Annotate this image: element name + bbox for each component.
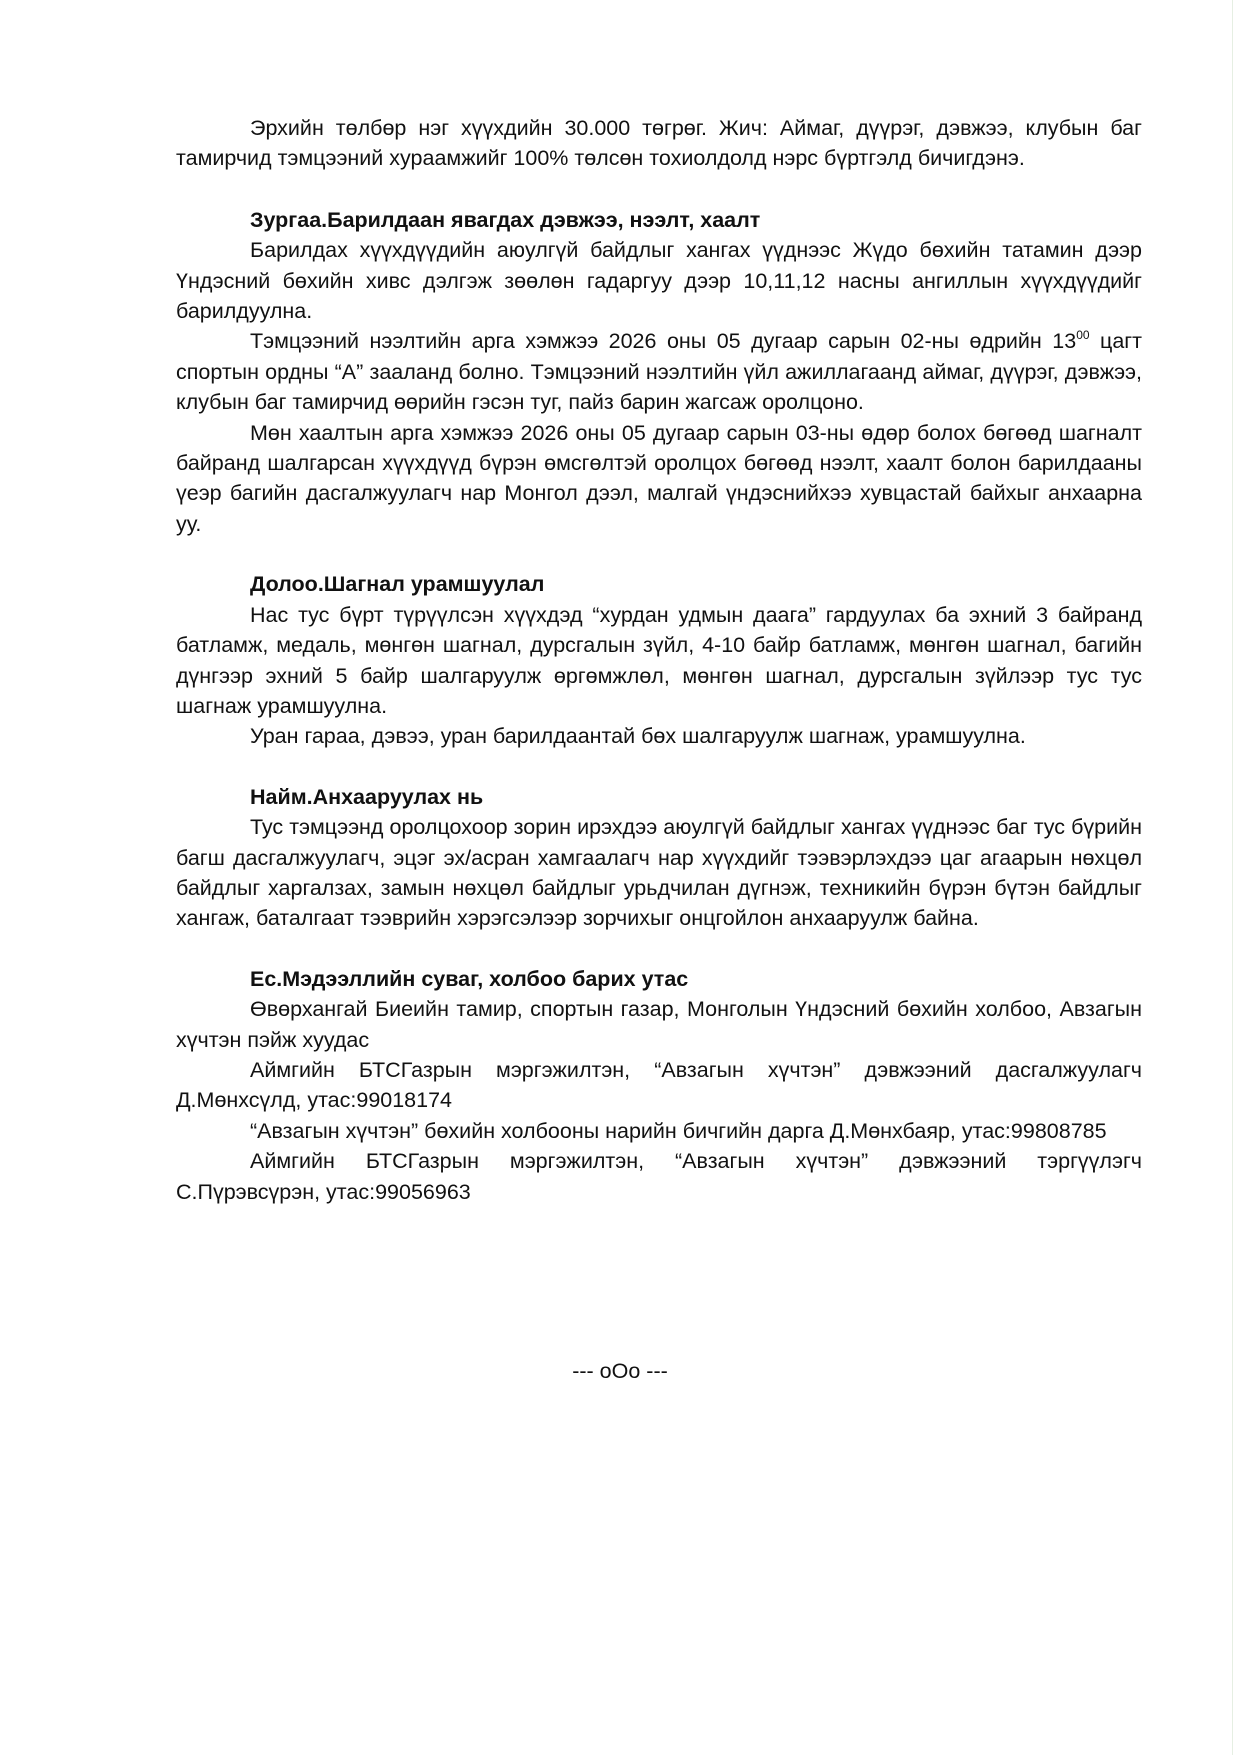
section-heading: Зургаа.Барилдаан явагдах дэвжээ, нээлт, хаалт: [250, 207, 761, 232]
intro-paragraph: Эрхийн төлбөр нэг хүүхдийн 30.000 төгрөг. Жич: Аймаг, дүүрэг, дэвжээ, клубын баг тамирчид тэмцээний хураамжийг 100% төлсөн тохиолдолд нэрс бүртгэлд бичигдэнэ.: [176, 116, 1142, 171]
page-edge-line: [1232, 0, 1233, 1755]
section-opening-closing: [176, 205, 1142, 539]
contact-paragraph: “Авзагын хүчтэн” бөхийн холбооны нарийн бичгийн дарга Д.Мөнхбаяр, утас:99808785: [250, 1118, 1107, 1143]
section-heading: Долоо.Шагнал урамшуулал: [250, 572, 545, 597]
section-paragraph: [176, 326, 1142, 417]
section-paragraph: Мөн хаалтын арга хэмжээ 2026 оны 05 дугаар сарын 03-ны өдөр болох бөгөөд шагналт байранд шалгарсан хүүхдүүд бүрэн өмсгөлтэй оролцох бөгөөд нээлт, хаалт болон барилдааны үеэр багийн дасгалжуулагч нар Монгол дээл, малгай үндэснийхээ хувцастай байхыг анхаарна уу.: [176, 420, 1142, 536]
section-paragraph: Уран гараа, дэвээ, уран барилдаантай бөх шалгаруулж шагнаж, урамшуулна.: [250, 724, 1026, 749]
section-paragraph: Тус тэмцээнд оролцохоор зорин ирэхдээ аюулгүй байдлыг хангах үүднээс баг тус бүрийн багш дасгалжуулагч, эцэг эх/асран хамгаалагч нар хүүхдийг тээвэрлэхдээ цаг агаарын нөхцөл байдлыг харгалзах, замын нөхцөл байдлыг урьдчилан дүгнэж, техникийн бүрэн бүтэн байдлыг хангаж, баталгаат тээврийн хэрэгсэлээр зорчихыг онцгойлон анхааруулж байна.: [176, 815, 1142, 931]
end-of-document-mark: --- oOo ---: [572, 1359, 668, 1383]
section-contacts: [176, 964, 1142, 1207]
section-paragraph: Барилдах хүүхдүүдийн аюулгүй байдлыг хангах үүднээс Жүдо бөхийн татамин дээр Үндэсний бөхийн хивс дэлгэж зөөлөн гадаргуу дээр 10,11,12 насны ангиллын хүүхдүүдийг барилдуулна.: [176, 238, 1142, 324]
section-awards: [176, 569, 1142, 751]
contact-paragraph: Аймгийн БТСГазрын мэргэжилтэн, “Авзагын хүчтэн” дэвжээний дасгалжуулагч Д.Мөнхсүлд, утас:99018174: [176, 1057, 1142, 1113]
document-page: [176, 113, 1142, 1207]
section-heading: Найм.Анхааруулах нь: [250, 784, 484, 809]
superscript-time: 00: [1076, 328, 1090, 343]
section-heading: Ес.Мэдээллийн суваг, холбоо барих утас: [250, 966, 689, 991]
contact-paragraph: Өвөрхангай Биеийн тамир, спортын газар, Монголын Үндэсний бөхийн холбоо, Авзагын хүчтэн пэйж хуудас: [176, 997, 1142, 1052]
text-run: цагт спортын ордны “А” зааланд болно. Тэмцээний нээлтийн үйл ажиллагаанд аймаг, дүүрэг, дэвжээ, клубын баг тамирчид өөрийн гэсэн туг, пайз барин жагсаж оролцоно.: [176, 329, 1143, 415]
text-run: Тэмцээний нээлтийн арга хэмжээ 2026 оны 05 дугаар сарын 02-ны өдрийн 13: [250, 329, 1077, 354]
contact-paragraph: Аймгийн БТСГазрын мэргэжилтэн, “Авзагын хүчтэн” дэвжээний тэргүүлэгч С.Пүрэвсүрэн, утас:99056963: [176, 1149, 1142, 1204]
section-paragraph: Нас тус бүрт түрүүлсэн хүүхдэд “хурдан удмын даага” гардуулах ба эхний 3 байранд батламж, медаль, мөнгөн шагнал, дурсгалын зүйл, 4-10 байр батламж, мөнгөн шагнал, багийн дүнгээр эхний 5 байр шалгаруулж өргөмжлөл, мөнгөн шагнал, дурсгалын зүйлээр тус тус шагнаж урамшуулна.: [176, 602, 1142, 718]
section-warning: [176, 782, 1142, 934]
